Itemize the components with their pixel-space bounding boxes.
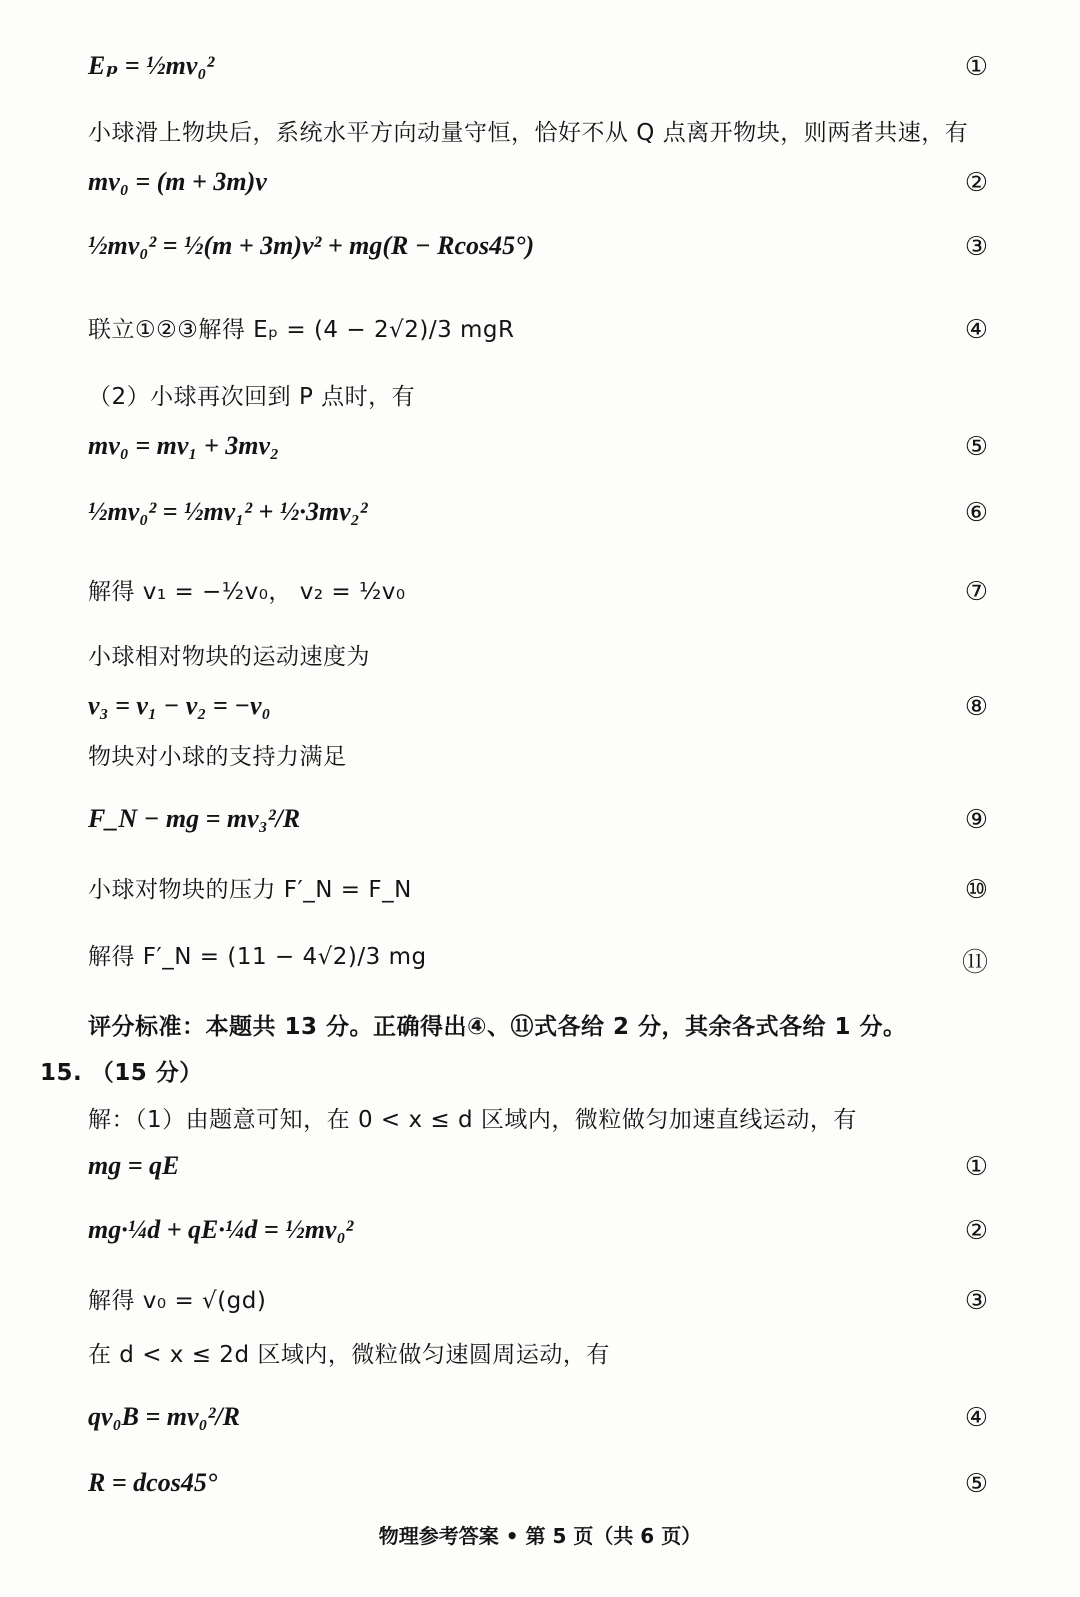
page-footer: 物理参考答案 • 第 5 页（共 6 页） — [378, 1524, 702, 1548]
equation-number: ① — [964, 1152, 988, 1182]
equation-text: mg = qE — [88, 1151, 180, 1180]
equation-line — [88, 496, 988, 528]
solution-text-line — [88, 116, 988, 149]
equation-line — [88, 690, 988, 722]
equation-line — [88, 430, 988, 462]
equation-text: mv₀ = mv₁ + 3mv₂ — [88, 431, 280, 460]
equation-text: qv₀B = mv₀²/R — [88, 1402, 240, 1431]
equation-number: ② — [964, 1216, 988, 1246]
solution-text-line — [88, 1010, 988, 1043]
equation-line — [88, 50, 988, 82]
equation-line — [88, 230, 988, 262]
line-text: 解得 v₀ = √(gd) — [88, 1288, 267, 1314]
equation-line — [88, 1467, 988, 1499]
equation-text: v₃ = v₁ − v₂ = −v₀ — [88, 691, 271, 720]
equation-number: ③ — [964, 232, 988, 262]
line-text: 小球对物块的压力 F′_N = F_N — [88, 877, 412, 903]
line-text: 15. （15 分） — [40, 1060, 203, 1086]
equation-line — [88, 1150, 988, 1182]
solution-text-line — [88, 1338, 988, 1371]
equation-number: ② — [964, 168, 988, 198]
equation-number: ⑩ — [964, 875, 988, 905]
equation-number: ④ — [964, 1403, 988, 1433]
solution-text-line — [88, 740, 988, 773]
equation-text: R = dcos45° — [88, 1468, 218, 1497]
solution-text-line — [88, 940, 988, 973]
equation-number: ③ — [964, 1286, 988, 1316]
line-text: 联立①②③解得 Eₚ = (4 − 2√2)/3 mgR — [88, 317, 515, 343]
equation-number: ⑨ — [964, 805, 988, 835]
equation-number: ⑧ — [964, 692, 988, 722]
line-text: 解得 F′_N = (11 − 4√2)/3 mg — [88, 944, 427, 970]
solution-text-line — [88, 380, 988, 413]
line-text: 解得 v₁ = −½v₀， v₂ = ½v₀ — [88, 579, 406, 605]
solution-text-line — [88, 1284, 988, 1317]
line-text: 解：（1）由题意可知，在 0 < x ≤ d 区域内，微粒做匀加速直线运动，有 — [88, 1107, 857, 1133]
equation-text: ½mv₀² = ½(m + 3m)v² + mg(R − Rcos45°) — [88, 231, 535, 260]
line-text: 小球相对物块的运动速度为 — [88, 644, 370, 670]
equation-line — [88, 803, 988, 835]
equation-number: ⑥ — [964, 498, 988, 528]
line-text: （2）小球再次回到 P 点时，有 — [88, 384, 416, 410]
equation-line — [88, 1401, 988, 1433]
line-text: 小球滑上物块后，系统水平方向动量守恒，恰好不从 Q 点离开物块，则两者共速，有 — [88, 120, 969, 146]
equation-text: mv₀ = (m + 3m)v — [88, 167, 267, 196]
equation-text: Eₚ = ½mv₀² — [88, 51, 215, 80]
equation-text: F_N − mg = mv₃²/R — [88, 804, 301, 833]
solution-text-line — [88, 313, 988, 346]
solution-text-line — [88, 640, 988, 673]
solution-text-line — [88, 575, 988, 608]
equation-number: ⑦ — [964, 577, 988, 607]
equation-number: ④ — [964, 315, 988, 345]
equation-text: mg·¼d + qE·¼d = ½mv₀² — [88, 1215, 354, 1244]
equation-line — [88, 166, 988, 198]
equation-text: ½mv₀² = ½mv₁² + ½·3mv₂² — [88, 497, 368, 526]
line-text: 评分标准：本题共 13 分。正确得出④、⑪式各给 2 分，其余各式各给 1 分。 — [88, 1014, 907, 1040]
solution-text-line — [88, 873, 988, 906]
line-text: 物块对小球的支持力满足 — [88, 744, 347, 770]
equation-line — [88, 1214, 988, 1246]
equation-number: ⑪ — [961, 948, 988, 978]
question-heading — [40, 1056, 940, 1089]
equation-number: ① — [964, 52, 988, 82]
equation-number: ⑤ — [964, 432, 988, 462]
equation-number: ⑤ — [964, 1469, 988, 1499]
solution-text-line — [88, 1103, 988, 1136]
line-text: 在 d < x ≤ 2d 区域内，微粒做匀速圆周运动，有 — [88, 1342, 610, 1368]
